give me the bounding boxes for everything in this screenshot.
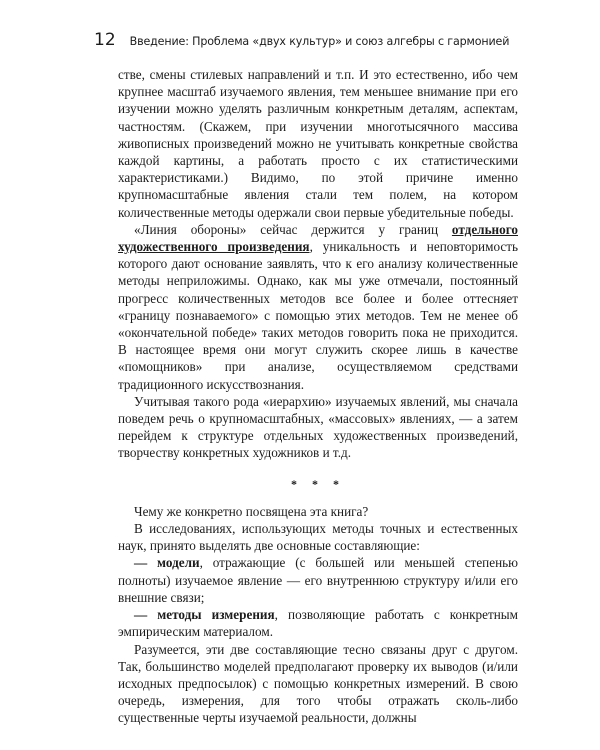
section-separator: * * *: [291, 476, 345, 491]
paragraph-2: [118, 221, 518, 393]
list-item-models-text: , отражающие (с большей или меньшей степенью полноты) изучаемое явление — его внутреннюю структуру и/или его внешние связи;: [118, 555, 519, 605]
page-header: [94, 30, 554, 50]
list-item-measurement: [118, 606, 518, 640]
page-body: [118, 66, 518, 727]
list-dash: —: [134, 607, 158, 623]
list-item-models: [118, 554, 518, 606]
term-models: модели: [157, 555, 200, 571]
paragraph-2-start: «Линия обороны» сейчас держится у границ: [134, 221, 452, 237]
emphasis-artwork: отдельного художественного произведения: [118, 221, 518, 255]
paragraph-3: Учитывая такого рода «иерархию» изучаемых явлений, мы сначала поведем речь о крупномасштабных, «массовых» явлениях, — а затем перейдем к структуре отдельных художественных произведений, творчеству конкретных художников и т.д.: [118, 393, 518, 461]
list-dash: —: [134, 555, 158, 571]
term-measurement-methods: методы измерения: [157, 607, 275, 623]
list-item-measurement-text: , позволяющие работать с конкретным эмпирическим материалом.: [118, 607, 519, 640]
paragraph-1: стве, смены стилевых направлений и т.п. И это естественно, ибо чем крупнее масштаб изучаемого явления, тем меньшее внимание при его изучении можно уделять различным конкретным деталям, аспектам, частностям. (Скажем, при изучении многотысячного массива живописных произведений можно не учитывать конкретные свойства каждой картины, а работать просто с их статистическими характеристиками.) Видимо, по этой причине именно крупномасштабные явления стали тем полем, на котором количественные методы одержали свои первые убедительные победы.: [118, 67, 518, 220]
paragraph-8: Разумеется, эти две составляющие тесно связаны друг с другом. Так, большинство моделей предполагают проверку их выводов (и/или исходных предпосылок) с помощью конкретных измерений. В свою очередь, измерения, для того чтобы отражать сколь-либо существенные черты изучаемой реальности, должны: [118, 641, 518, 726]
paragraph-5: В исследованиях, использующих методы точных и естественных наук, принято выделять две основные составляющие:: [118, 521, 518, 554]
page-number: 12: [94, 30, 116, 50]
paragraph-4: Чему же конкретно посвящена эта книга?: [134, 503, 369, 519]
running-title: Введение: Проблема «двух культур» и союз алгебры с гармонией: [129, 35, 510, 48]
paragraph-2-end: , уникальность и неповторимость которого дают основание заявлять, что к его анализу количественные методы неприложимы. Однако, как мы уже отмечали, постоянный прогресс количественных методов все более и более оттесняет «границу познаваемого» с помощью этих методов. Тем не менее об «окончательной победе» таких методов говорить пока не приходится. В настоящее время они могут служить скорее лишь в качестве «помощников» при анализе, осуществляемом средствами традиционного искусствознания.: [118, 239, 518, 392]
